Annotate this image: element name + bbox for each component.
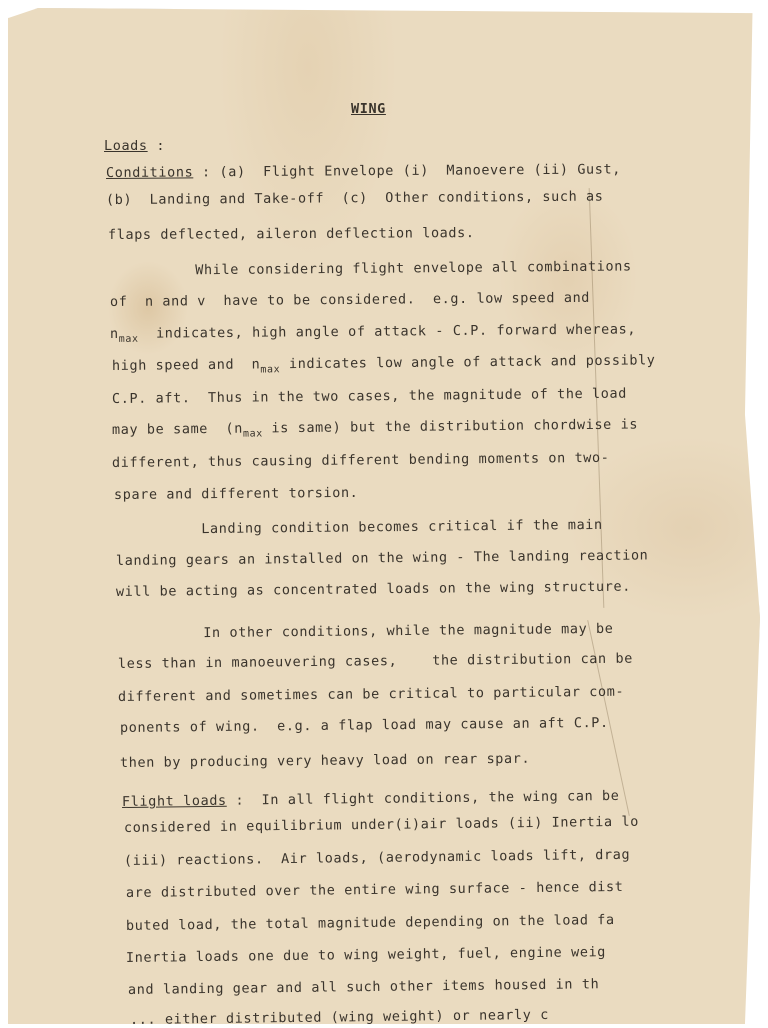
text-run: Landing condition becomes critical if the main [113, 516, 603, 538]
text-run: then by producing very heavy load on rear spar. [119, 750, 531, 771]
paper-sheet [8, 8, 760, 1024]
text-run: ... either distributed (wing weight) or nearly c [129, 1006, 550, 1028]
text-run: may be same (n [111, 420, 243, 438]
text-run: and landing gear and all such other items housed in th [127, 976, 600, 998]
text-run: of n and v have to be considered. e.g. low speed and [109, 289, 591, 310]
subscript: max [118, 333, 139, 345]
text-run: (iii) reactions. Air loads, (aerodynamic loads lift, drag [123, 846, 631, 869]
text-run: spare and different torsion. [113, 484, 359, 503]
text-run: flaps deflected, aileron deflection loads. [107, 225, 475, 243]
text-run: high speed and n [111, 356, 261, 374]
text-run: considered in equilibrium under(i)air loads (ii) Inertia lo [123, 813, 639, 836]
text-run: is same) but the distribution chordwise is [262, 416, 639, 437]
text-run: n [109, 325, 119, 342]
text-run: buted load, the total magnitude depending on the load fa [125, 912, 615, 934]
text-run: will be acting as concentrated loads on the wing structure. [115, 578, 631, 600]
text-run: indicates low angle of attack and possibly [280, 352, 656, 373]
text-run: are distributed over the entire wing surface - hence dist [125, 878, 624, 901]
underlined-heading: Loads [104, 138, 148, 154]
text-run: : [147, 138, 166, 154]
subscript: max [260, 364, 281, 376]
text-line [114, 485, 359, 503]
underlined-heading: Flight loads [121, 792, 227, 810]
text-run: In other conditions, while the magnitude may be [115, 620, 614, 642]
subscript: max [242, 428, 263, 440]
text-run: Inertia loads one due to wing weight, fuel, engine weig [125, 944, 607, 966]
text-run: landing gears an installed on the wing - The landing reaction [115, 547, 649, 569]
text-run: C.P. aft. Thus in the two cases, the magnitude of the load [111, 385, 627, 407]
text-run: : (a) Flight Envelope (i) Manoevere (ii) Gust, [193, 161, 621, 181]
text-run: ponents of wing. e.g. a flap load may cause an aft C.P. [119, 714, 609, 736]
text-run: indicates, high angle of attack - C.P. forward whereas, [138, 321, 637, 342]
text-run: different, thus causing different bending moments on two- [111, 449, 610, 471]
text-run: less than in manoeuvering cases, the distribution can be [117, 650, 633, 672]
text-line [108, 225, 475, 243]
document-title: WING [351, 101, 386, 117]
underlined-heading: Conditions [105, 164, 194, 181]
text-run: (b) Landing and Take-off (c) Other conditions, such as [105, 188, 604, 208]
text-run: different and sometimes can be critical to particular com- [117, 683, 625, 705]
text-line [104, 138, 165, 154]
text-run: While considering flight envelope all combinations [107, 258, 632, 279]
text-run: : In all flight conditions, the wing can be [226, 787, 620, 809]
